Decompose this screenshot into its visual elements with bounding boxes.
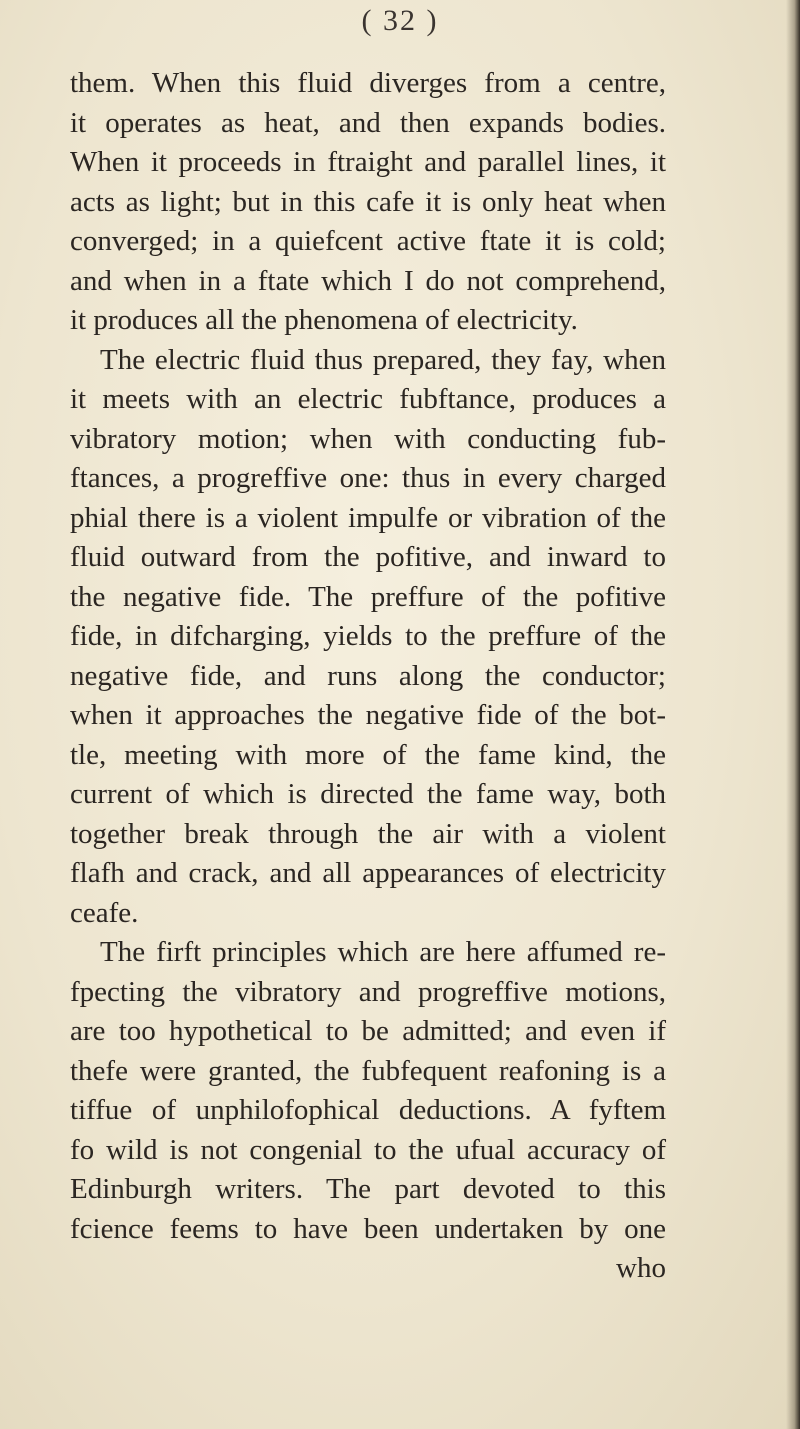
text-line: acts as light; but in this cafe it is only heat when xyxy=(70,185,666,218)
page-edge-shadow xyxy=(786,0,800,1429)
text-line: fluid outward from the pofitive, and inward to xyxy=(70,541,666,573)
text-line: fpecting the vibratory and progreffive motions, xyxy=(70,975,666,1008)
text-line: it meets with an electric fubftance, produces a xyxy=(70,383,666,415)
text-line: current of which is directed the fame way, both xyxy=(70,778,666,810)
text-line: it operates as heat, and then expands bodies. xyxy=(70,106,666,139)
text-line: tle, meeting with more of the fame kind, the xyxy=(70,738,666,771)
text-line: and when in a ftate which I do not comprehend, xyxy=(70,264,666,297)
text-line: fcience feems to have been undertaken by one xyxy=(70,1212,666,1245)
text-line xyxy=(58,222,666,262)
text-line: negative fide, and runs along the conductor; xyxy=(70,659,666,692)
text-line: ftances, a progreffive one: thus in every charged xyxy=(70,462,666,494)
text-line: thefe were granted, the fubfequent reafoning is a xyxy=(70,1054,666,1087)
text-line: it produces all the phenomena of electricity. xyxy=(70,304,578,336)
text-line: When it proceeds in ftraight and parallel lines, it xyxy=(70,146,666,178)
text-line: vibratory motion; when with conducting fub- xyxy=(70,422,666,455)
text-line: Edinburgh writers. The part devoted to this xyxy=(70,1173,666,1205)
text-line: the negative fide. The preffure of the pofitive xyxy=(70,580,666,613)
text-line: flafh and crack, and all appearances of electricity xyxy=(70,857,666,889)
text-line: them. When this fluid diverges from a centre, xyxy=(70,67,666,99)
text-line: are too hypothetical to be admitted; and even if xyxy=(70,1015,666,1047)
text-line: ceafe. xyxy=(70,896,139,929)
page-number: ( 32 ) xyxy=(361,4,439,37)
text-line: fide, in difcharging, yields to the preffure of the xyxy=(70,620,666,652)
text-line: tiffue of unphilofophical deductions. A fyftem xyxy=(70,1094,666,1126)
text-line: when it approaches the negative fide of the bot- xyxy=(70,699,666,731)
catchword: who xyxy=(616,1252,666,1284)
text-line: phial there is a violent impulfe or vibration of the xyxy=(70,501,666,534)
text-line-start: converged; in a quiefcent active ftate it is cold; xyxy=(70,225,666,257)
text-line: The firft principles which are here affumed re- xyxy=(100,936,666,968)
text-line: fo wild is not congenial to the ufual accuracy of xyxy=(70,1133,666,1166)
text-line: together break through the air with a violent xyxy=(70,817,666,850)
body-text xyxy=(58,64,666,1289)
text-line: The electric fluid thus prepared, they fay, when xyxy=(100,343,666,376)
